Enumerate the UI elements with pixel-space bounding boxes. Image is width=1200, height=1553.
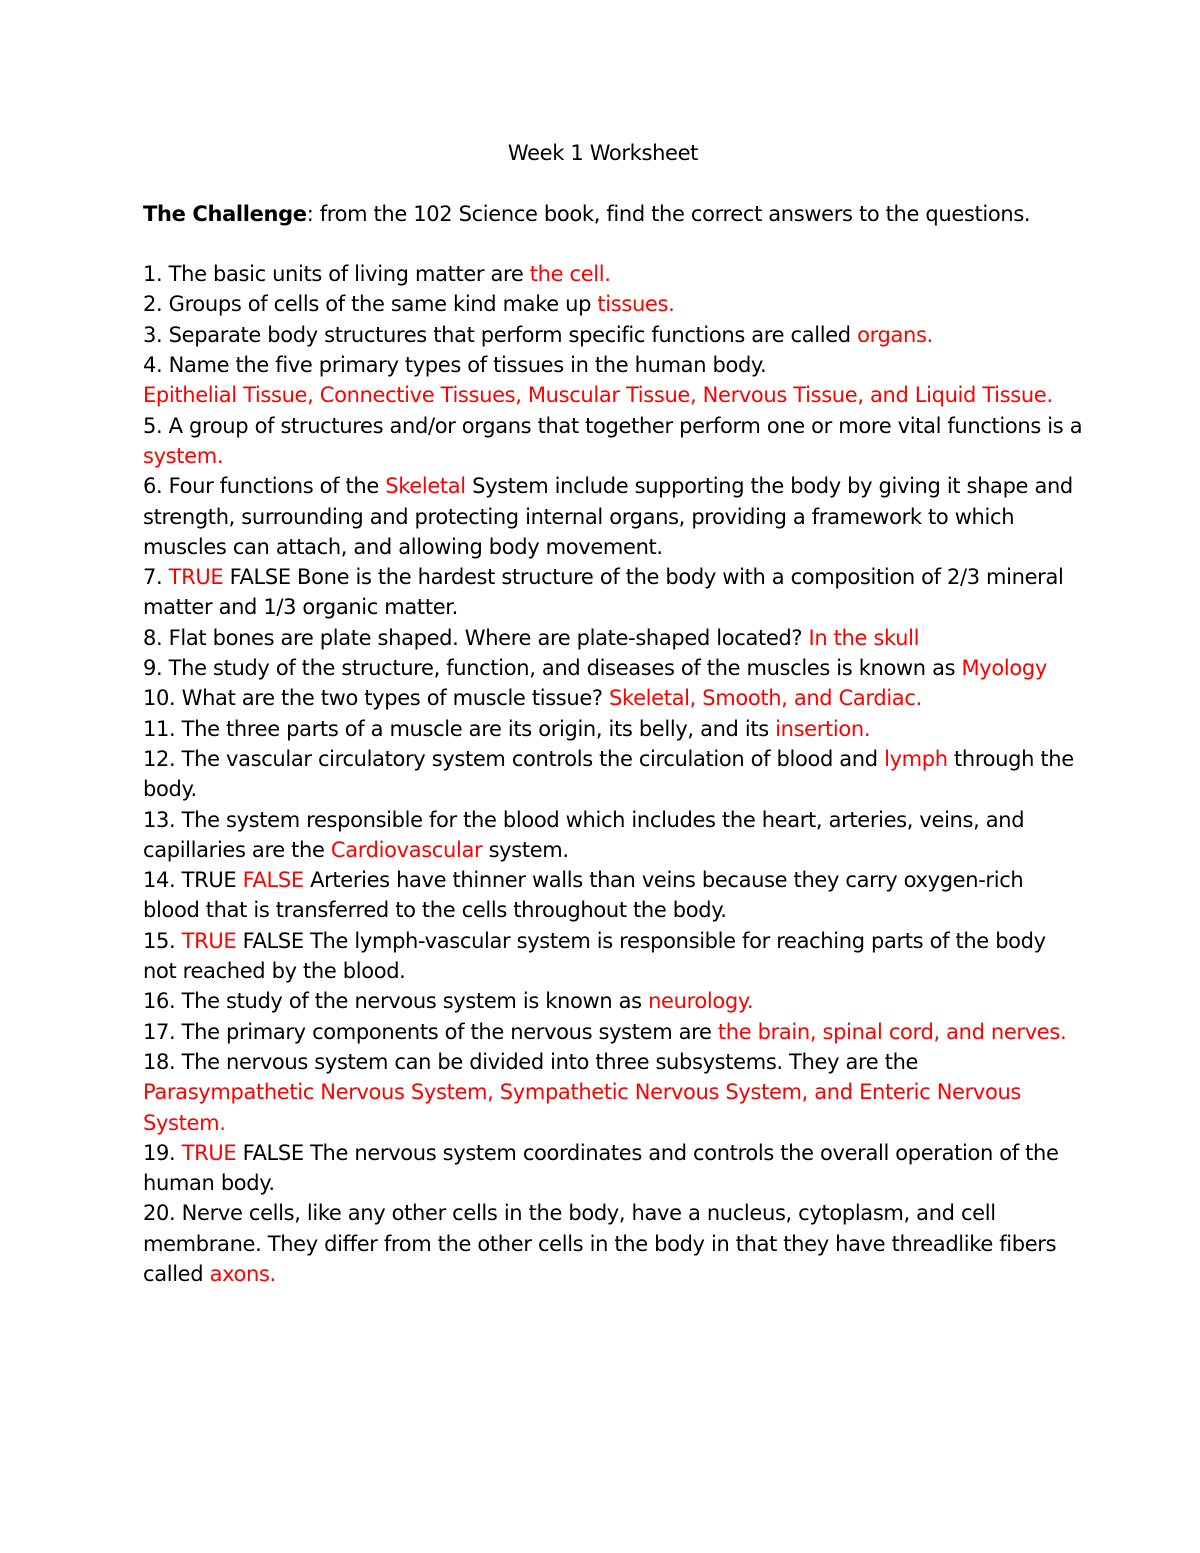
question-number: 3. [143,322,163,347]
question-text: FALSE The lymph-vascular system is responsible for reaching parts of the body not reached by the blood. [143,928,1046,984]
question-text: Flat bones are plate shaped. Where are plate-shaped located? [162,625,809,650]
question-text: through the body. [143,746,1074,802]
worksheet-page [143,138,1083,1289]
challenge-line [143,199,1083,229]
question-number: 19. [143,1140,176,1165]
answer-text: In the skull [808,625,920,650]
question-item [143,926,1083,987]
question-item [143,744,1083,805]
question-number: 14. [143,868,176,893]
question-number: 17. [143,1019,176,1044]
question-number: 4. [143,353,163,378]
question-text: System include supporting the body by giving it shape and strength, surrounding and protecting internal organs, providing a framework to which muscles can attach, and allowing body movement. [143,474,1073,559]
question-item [143,471,1083,562]
question-text: The nervous system can be divided into three subsystems. They are the [175,1049,919,1074]
question-text: Separate body structures that perform specific functions are called [162,322,858,347]
question-item [143,653,1083,683]
question-text: The study of the nervous system is known as [175,989,649,1014]
answer-text: lymph [884,746,948,771]
answer-text: Parasympathetic Nervous System, Sympathetic Nervous System, and Enteric Nervous System. [143,1080,1022,1135]
question-item [143,683,1083,713]
question-number: 12. [143,746,176,771]
question-item [143,320,1083,350]
challenge-text: : from the 102 Science book, find the correct answers to the questions. [306,201,1031,226]
question-text: The basic units of living matter are [162,262,530,287]
answer-text: Epithelial Tissue, Connective Tissues, Muscular Tissue, Nervous Tissue, and Liquid Tissue. [143,383,1053,408]
question-text: system. [482,837,569,862]
question-text: Arteries have thinner walls than veins because they carry oxygen-rich blood that is transferred to the cells throughout the body. [143,868,1024,923]
question-text: What are the two types of muscle tissue? [175,686,610,711]
question-text: Groups of cells of the same kind make up [162,292,598,317]
question-item [143,714,1083,744]
question-text: Nerve cells, like any other cells in the body, have a nucleus, cytoplasm, and cell membrane. They differ from the other cells in the body in that they have threadlike fibers called [143,1201,1057,1286]
answer-text: Skeletal [385,474,466,499]
question-item [143,1198,1083,1289]
answer-text: organs. [857,322,933,347]
question-text: The vascular circulatory system controls the circulation of blood and [175,746,885,771]
question-item [143,1047,1083,1138]
answer-text: TRUE [168,565,224,590]
question-number: 15. [143,928,176,953]
question-number: 10. [143,686,176,711]
question-number: 9. [143,656,163,681]
question-number: 16. [143,989,176,1014]
question-text: The study of the structure, function, and diseases of the muscles is known as [162,656,962,681]
answer-text: Skeletal, Smooth, and Cardiac. [609,686,922,711]
answer-text: TRUE [181,928,237,953]
answer-text: Cardiovascular [330,837,483,862]
question-text: FALSE The nervous system coordinates and controls the overall operation of the human body. [143,1140,1059,1196]
answer-text: Myology [961,656,1047,681]
question-number: 8. [143,625,163,650]
question-text: The primary components of the nervous system are [175,1019,718,1044]
answer-text: system. [143,443,224,468]
question-item [143,350,1083,411]
question-item [143,623,1083,653]
question-item [143,259,1083,289]
question-item [143,562,1083,623]
answer-text: tissues. [597,292,675,317]
answer-text: axons. [209,1261,276,1286]
question-number: 11. [143,716,176,741]
question-item [143,805,1083,866]
question-item [143,1138,1083,1199]
question-number: 20. [143,1201,176,1226]
question-list [143,259,1083,1289]
question-number: 13. [143,807,176,832]
question-text: A group of structures and/or organs that together perform one or more vital functions is a [162,413,1083,438]
question-number: 5. [143,413,163,438]
question-number: 18. [143,1049,176,1074]
answer-text: the cell. [529,262,611,287]
question-item [143,986,1083,1016]
question-text: The three parts of a muscle are its origin, its belly, and its [175,716,776,741]
question-text: FALSE Bone is the hardest structure of the body with a composition of 2/3 mineral matter and 1/3 organic matter. [143,565,1064,620]
answer-text: the brain, spinal cord, and nerves. [717,1019,1067,1044]
question-text: Name the five primary types of tissues in the human body. [162,353,767,378]
page-title: Week 1 Worksheet [507,141,699,165]
question-item [143,411,1083,472]
challenge-label: The Challenge [143,201,307,226]
answer-text: neurology. [648,989,754,1014]
question-number: 7. [143,565,163,590]
question-item [143,865,1083,926]
question-number: 6. [143,474,163,499]
question-number: 2. [143,292,163,317]
question-text: The system responsible for the blood which includes the heart, arteries, veins, and capillaries are the [143,807,1025,862]
answer-text: TRUE [181,1140,237,1165]
answer-text: FALSE [242,868,304,893]
question-item [143,1017,1083,1047]
answer-text: insertion. [775,716,871,741]
question-text: Four functions of the [162,474,386,499]
question-item [143,289,1083,319]
question-text: TRUE [175,868,243,893]
question-number: 1. [143,262,163,287]
